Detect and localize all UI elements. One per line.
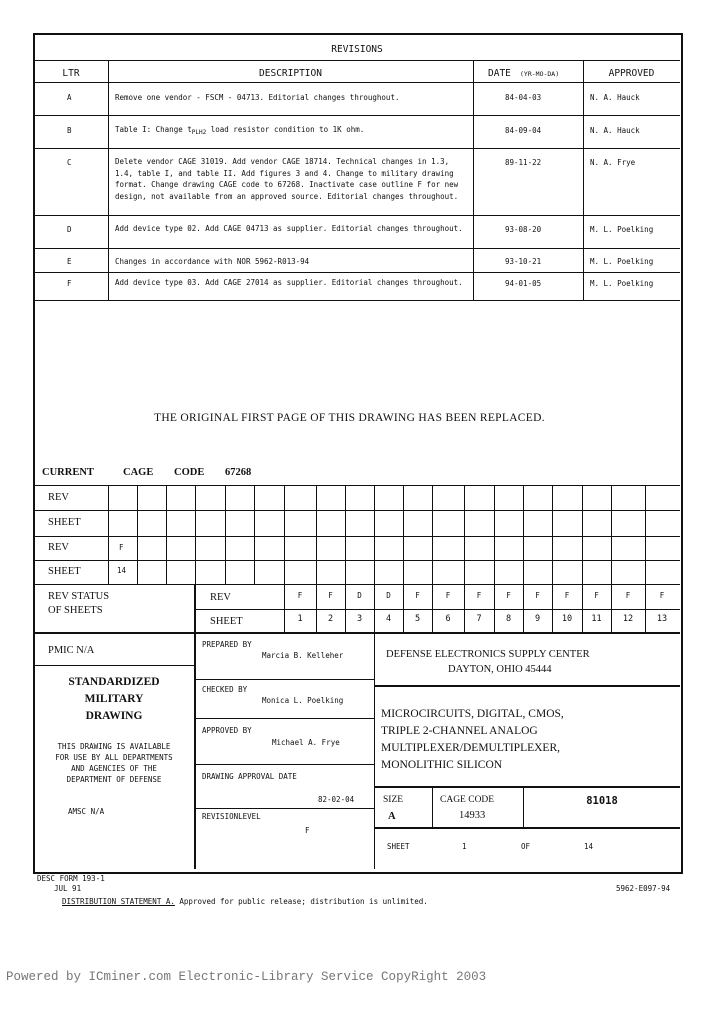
revision-description-pre: Table I: Change t [115, 125, 192, 134]
availability-line2: FOR USE BY ALL DEPARTMENTS [55, 753, 173, 762]
rev-status-sheet: 10 [561, 614, 573, 624]
checked-by-label: CHECKED BY [202, 685, 248, 694]
approved-by-label: APPROVED BY [202, 726, 252, 735]
revision-ltr: C [67, 158, 72, 167]
rev-status-label-line2: OF SHEETS [48, 605, 103, 616]
watermark: Powered by ICminer.com Electronic-Library Service CopyRight 2003 [6, 970, 487, 984]
rev-status-sheet: 1 [297, 614, 303, 624]
cage-label: CAGE [123, 467, 154, 478]
availability-line3: AND AGENCIES OF THE [71, 764, 157, 773]
form-date: JUL 91 [54, 884, 82, 893]
rev-status-rev: F [476, 591, 482, 600]
upper-sheet-label: SHEET [48, 517, 81, 528]
lower-sheet-value: 14 [117, 566, 127, 575]
prepared-by-name: Marcia B. Kelleher [262, 651, 344, 660]
revision-description-sub: PLH2 [191, 129, 207, 136]
revision-date: 93-10-21 [505, 257, 542, 266]
center-name-line1: DEFENSE ELECTRONICS SUPPLY CENTER [386, 649, 590, 660]
revision-date: 89-11-22 [505, 158, 542, 167]
col-date-header: DATE [488, 68, 511, 79]
revision-ltr: B [67, 126, 72, 135]
availability-line1: THIS DRAWING IS AVAILABLE [57, 742, 171, 751]
col-date-format: (YR-MO-DA) [520, 70, 560, 78]
revision-description [115, 126, 364, 136]
availability-line4: DEPARTMENT OF DEFENSE [66, 775, 162, 784]
revision-level-value: F [305, 826, 310, 835]
rev-status-sheet: 6 [445, 614, 451, 624]
revision-approved: M. L. Poelking [590, 257, 654, 266]
rev-status-rev: F [594, 591, 599, 600]
revision-approved: N. A. Frye [590, 158, 636, 167]
revision-approved: N. A. Hauck [590, 93, 640, 102]
size-label: SIZE [383, 795, 404, 805]
of-label: OF [521, 842, 531, 851]
distribution-label: DISTRIBUTION STATEMENT A. [62, 897, 175, 906]
revision-ltr: E [67, 257, 72, 266]
code-label: CODE [174, 467, 205, 478]
rev-status-sheet: 4 [385, 614, 392, 624]
cage-code-value: 14933 [459, 810, 486, 821]
revision-date: 84-04-03 [505, 93, 542, 102]
rev-status-rev: F [415, 591, 420, 600]
rev-status-rev: F [659, 591, 665, 600]
lower-sheet-label: SHEET [48, 566, 81, 577]
rev-status-rev: F [564, 591, 570, 600]
rev-status-rev: F [535, 591, 540, 600]
distribution-statement [62, 898, 428, 906]
replaced-notice: THE ORIGINAL FIRST PAGE OF THIS DRAWING HAS BEEN REPLACED. [154, 412, 545, 424]
rev-status-rev: D [357, 591, 362, 600]
rev-status-rev: F [445, 591, 451, 600]
rev-status-sheet: 13 [656, 614, 668, 624]
prepared-by-label: PREPARED BY [202, 640, 252, 649]
drawing-number: 81018 [586, 795, 618, 807]
rev-status-label-line1: REV STATUS [48, 591, 110, 602]
rev-status-rev: F [328, 591, 333, 600]
revision-date: 94-01-05 [505, 279, 542, 288]
revision-description: Delete vendor CAGE 31019. Add vendor CAGE 18714. Technical changes in 1.3, 1.4, table I, and table II. Add figures 3 and 4. Change to military drawing format. Change drawing CAGE code to 67268. Inactivate case outline F for new design, not available from an approved source. Editorial changes throughout. [115, 157, 459, 201]
upper-rev-label: REV [48, 492, 69, 503]
sheet-number: 1 [462, 842, 467, 851]
approved-by-name: Michael A. Frye [272, 738, 340, 747]
item-description-line1: MICROCIRCUITS, DIGITAL, CMOS, [381, 708, 564, 720]
rev-status-sheet-label: SHEET [210, 616, 243, 627]
pmic-label: PMIC N/A [48, 645, 95, 656]
rev-status-rev: F [297, 591, 303, 600]
center-name-line2: DAYTON, OHIO 45444 [448, 664, 552, 675]
rev-status-rev-label: REV [210, 592, 231, 603]
approval-date-label: DRAWING APPROVAL DATE [202, 772, 297, 781]
lower-rev-label: REV [48, 542, 69, 553]
rev-status-rev: F [506, 591, 511, 600]
item-description-line4: MONOLITHIC SILICON [381, 759, 503, 771]
rev-status-sheet: 2 [327, 614, 334, 624]
current-label: CURRENT [42, 467, 94, 478]
revision-ltr: F [67, 279, 72, 288]
sheet-total: 14 [584, 842, 594, 851]
current-cage-value: 67268 [225, 467, 252, 478]
size-value: A [388, 811, 396, 822]
distribution-text: Approved for public release; distribution is unlimited. [174, 897, 428, 906]
item-description-line2: TRIPLE 2-CHANNEL ANALOG [381, 725, 538, 737]
revision-approved: N. A. Hauck [590, 126, 640, 135]
smd-title-line3: DRAWING [85, 710, 143, 722]
item-description-line3: MULTIPLEXER/DEMULTIPLEXER, [381, 742, 560, 754]
rev-status-sheet: 3 [356, 614, 363, 624]
revision-description: Add device type 03. Add CAGE 27014 as supplier. Editorial changes throughout. [115, 278, 463, 287]
revision-description-post: load resistor condition to 1K ohm. [206, 125, 365, 134]
revision-description: Changes in accordance with NOR 5962-R013-94 [115, 257, 310, 266]
rev-status-sheet: 7 [476, 614, 482, 624]
revision-date: 93-08-20 [505, 225, 542, 234]
checked-by-name: Monica L. Poelking [262, 696, 344, 705]
rev-status-sheet: 11 [591, 614, 602, 624]
rev-status-sheet: 12 [622, 614, 634, 624]
form-number: DESC FORM 193-1 [37, 874, 105, 883]
col-approved-header: APPROVED [608, 68, 655, 79]
rev-status-sheet: 9 [534, 614, 541, 624]
smd-title-line2: MILITARY [84, 693, 144, 705]
revision-date: 84-09-04 [505, 126, 542, 135]
revision-ltr: A [67, 93, 72, 102]
revision-description: Add device type 02. Add CAGE 04713 as supplier. Editorial changes throughout. [115, 224, 463, 233]
approval-date-value: 82-02-04 [318, 795, 355, 804]
revision-description: Remove one vendor - FSCM - 04713. Editorial changes throughout. [115, 93, 400, 102]
rev-status-rev: D [386, 591, 391, 600]
sheet-label: SHEET [387, 842, 410, 851]
rev-status-sheet: 8 [505, 614, 512, 624]
lower-rev-value: F [119, 543, 124, 552]
col-description-header: DESCRIPTION [259, 68, 322, 79]
revision-approved: M. L. Poelking [590, 279, 654, 288]
amsc-label: AMSC N/A [68, 807, 105, 816]
smd-title-line1: STANDARDIZED [68, 676, 160, 688]
rev-status-sheet: 5 [414, 614, 421, 624]
revision-level-label: REVISIONLEVEL [202, 812, 261, 821]
rev-status-rev: F [625, 591, 631, 600]
doc-number: 5962-E097-94 [616, 884, 671, 893]
col-ltr-header: LTR [62, 68, 80, 79]
cage-code-label: CAGE CODE [440, 795, 495, 805]
revisions-title: REVISIONS [331, 44, 383, 55]
revision-ltr: D [67, 225, 72, 234]
revision-approved: M. L. Poelking [590, 225, 654, 234]
